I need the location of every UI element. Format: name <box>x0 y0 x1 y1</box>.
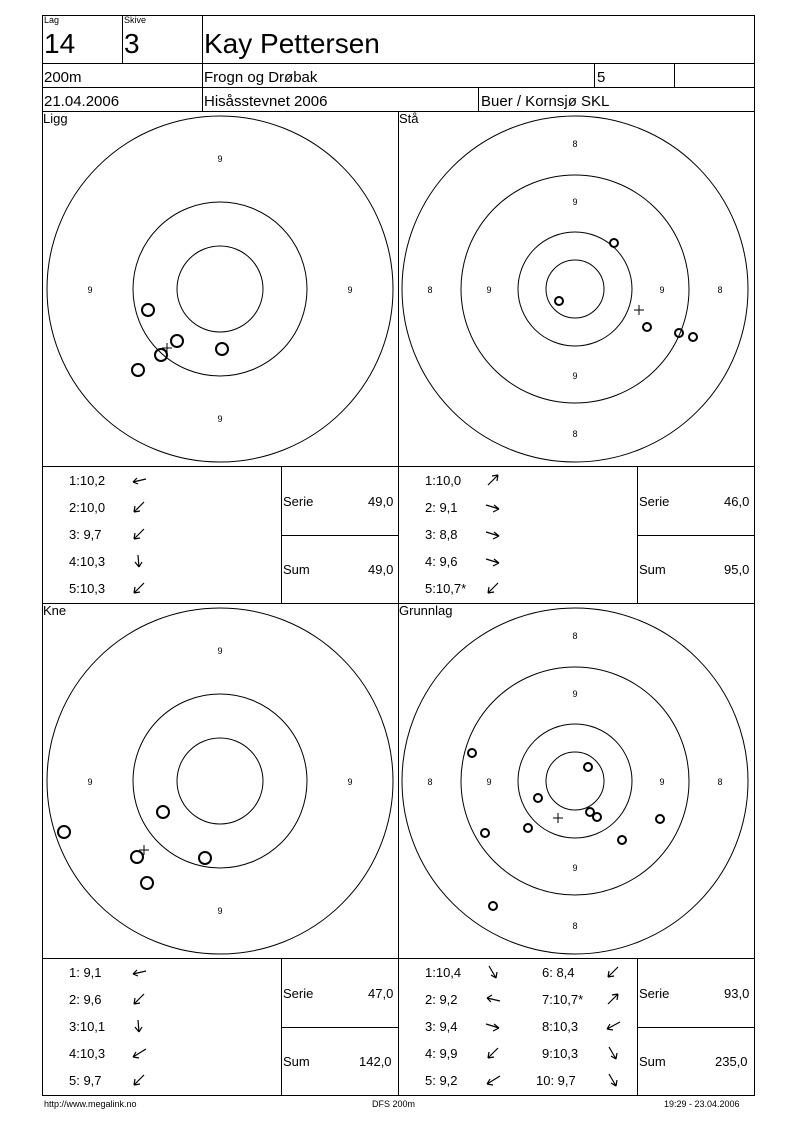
arrow-sw-icon <box>604 965 622 979</box>
shot-score: 4:10,3 <box>69 1046 106 1061</box>
date: 21.04.2006 <box>44 93 120 110</box>
distance: 200m <box>44 69 82 86</box>
event-name: Hisåsstevnet 2006 <box>204 93 328 110</box>
serie-label: Serie <box>283 494 314 509</box>
arrow-sw-icon <box>484 1046 502 1060</box>
ring-label: 9 <box>87 285 93 295</box>
panel-title-kne: Kne <box>43 603 67 618</box>
serie-value: 46,0 <box>724 494 750 509</box>
shot-hole <box>131 851 143 863</box>
serie-label: Serie <box>639 986 670 1001</box>
serie-label: Serie <box>283 986 314 1001</box>
shot-list-sta <box>398 467 637 603</box>
sum-value: 49,0 <box>368 562 394 577</box>
ring-label: 9 <box>217 414 223 424</box>
shot-score: 10: 9,7 <box>536 1073 576 1088</box>
shot-hole <box>584 763 592 771</box>
shot-hole <box>468 749 476 757</box>
shot-hole <box>171 335 183 347</box>
arrow-s-icon <box>130 1019 148 1033</box>
arrow-w-icon <box>604 1019 622 1033</box>
shooter-name: Kay Pettersen <box>204 28 380 59</box>
shot-score: 2: 9,2 <box>425 992 458 1007</box>
shot-score: 3:10,1 <box>69 1019 106 1034</box>
arrow-sw-icon <box>484 1073 502 1087</box>
skive-value: 3 <box>124 28 140 59</box>
arrow-sw-icon <box>130 527 148 541</box>
ring-label: 9 <box>217 646 223 656</box>
ring-label: 9 <box>486 285 492 295</box>
shot-score: 2: 9,6 <box>69 992 102 1007</box>
arrow-se-icon <box>604 1073 622 1087</box>
shot-score: 4: 9,6 <box>425 554 458 569</box>
shot-hole <box>155 349 167 361</box>
arrow-sw-icon <box>484 581 502 595</box>
ring-label: 9 <box>347 777 353 787</box>
shot-hole <box>593 813 601 821</box>
ring-label: 8 <box>427 285 433 295</box>
shot-score: 1:10,4 <box>425 965 462 980</box>
shot-score: 6: 8,4 <box>542 965 575 980</box>
shot-score: 5:10,7* <box>425 581 467 596</box>
shot-hole <box>656 815 664 823</box>
shot-hole <box>524 824 532 832</box>
arrow-e-icon <box>484 554 502 568</box>
arrow-sw-icon <box>130 581 148 595</box>
serie-value: 49,0 <box>368 494 394 509</box>
lag-label: Lag <box>44 15 60 25</box>
serie-value: 93,0 <box>724 986 750 1001</box>
shot-score: 5: 9,7 <box>69 1073 102 1088</box>
shot-hole <box>481 829 489 837</box>
shot-score: 3: 9,7 <box>69 527 102 542</box>
shot-hole <box>132 364 144 376</box>
shot-score: 4:10,3 <box>69 554 106 569</box>
shot-score: 1: 9,1 <box>69 965 102 980</box>
serie-label: Serie <box>639 494 670 509</box>
shot-list-kne <box>42 959 281 1095</box>
sum-label: Sum <box>283 1054 310 1069</box>
organizer: Buer / Kornsjø SKL <box>481 93 610 110</box>
shot-hole <box>689 333 697 341</box>
shot-hole <box>618 836 626 844</box>
sum-label: Sum <box>283 562 310 577</box>
ring-label: 8 <box>572 139 578 149</box>
footer-timestamp: 19:29 - 23.04.2006 <box>664 1099 740 1109</box>
panel-title-grunnlag: Grunnlag <box>399 603 453 618</box>
shot-hole <box>610 239 618 247</box>
ring-label: 8 <box>572 429 578 439</box>
shot-hole <box>555 297 563 305</box>
sum-value: 95,0 <box>724 562 750 577</box>
ring-label: 9 <box>659 777 665 787</box>
shot-score: 2: 9,1 <box>425 500 458 515</box>
sum-value: 142,0 <box>359 1054 392 1069</box>
arrow-sw-icon <box>130 1046 148 1060</box>
sum-label: Sum <box>639 562 666 577</box>
skive-label: Skive <box>124 15 147 25</box>
shot-score: 2:10,0 <box>69 500 106 515</box>
shot-hole <box>643 323 651 331</box>
shooter-class: 5 <box>597 69 606 86</box>
arrow-ne-icon <box>604 992 622 1006</box>
ring-label: 8 <box>572 631 578 641</box>
ring-label: 9 <box>347 285 353 295</box>
ring-label: 9 <box>572 371 578 381</box>
target-ligg <box>42 111 398 466</box>
ring-label: 8 <box>717 285 723 295</box>
arrow-w-icon <box>130 965 148 979</box>
arrow-se-icon <box>484 965 502 979</box>
arrow-s-icon <box>130 554 148 568</box>
arrow-e-icon <box>484 1019 502 1033</box>
shot-hole <box>216 343 228 355</box>
ring-label: 9 <box>572 689 578 699</box>
shot-score: 5:10,3 <box>69 581 106 596</box>
ring-label: 8 <box>427 777 433 787</box>
ring-label: 9 <box>572 863 578 873</box>
shot-list-grunnlag <box>398 959 637 1095</box>
arrow-ne-icon <box>484 473 502 487</box>
ring-label: 9 <box>87 777 93 787</box>
shot-hole <box>199 852 211 864</box>
target-grunnlag <box>398 603 754 958</box>
shot-score: 8:10,3 <box>542 1019 579 1034</box>
shot-hole <box>534 794 542 802</box>
shot-score: 7:10,7* <box>542 992 584 1007</box>
footer-center: DFS 200m <box>372 1099 416 1109</box>
shot-score: 9:10,3 <box>542 1046 579 1061</box>
shot-score: 1:10,2 <box>69 473 106 488</box>
ring-label: 9 <box>572 197 578 207</box>
target-kne <box>42 603 398 958</box>
shot-list-ligg <box>42 467 281 603</box>
arrow-sw-icon <box>130 500 148 514</box>
serie-value: 47,0 <box>368 986 394 1001</box>
lag-value: 14 <box>44 28 76 59</box>
sum-value: 235,0 <box>715 1054 748 1069</box>
arrow-sw-icon <box>130 1073 148 1087</box>
panel-title-sta: Stå <box>399 111 419 126</box>
shot-score: 4: 9,9 <box>425 1046 458 1061</box>
club: Frogn og Drøbak <box>204 69 318 86</box>
shot-hole <box>58 826 70 838</box>
shot-score: 3: 9,4 <box>425 1019 458 1034</box>
shot-hole <box>142 304 154 316</box>
sum-label: Sum <box>639 1054 666 1069</box>
shot-score: 5: 9,2 <box>425 1073 458 1088</box>
ring-label: 8 <box>572 921 578 931</box>
arrow-sw-icon <box>130 992 148 1006</box>
arrow-w-icon <box>484 992 502 1006</box>
shot-hole <box>489 902 497 910</box>
arrow-se-icon <box>604 1046 622 1060</box>
ring-label: 9 <box>486 777 492 787</box>
panel-title-ligg: Ligg <box>43 111 68 126</box>
arrow-w-icon <box>130 473 148 487</box>
ring-label: 9 <box>217 906 223 916</box>
footer-url[interactable]: http://www.megalink.no <box>44 1099 137 1109</box>
target-sta <box>398 111 754 466</box>
shot-hole <box>157 806 169 818</box>
shot-hole <box>141 877 153 889</box>
shot-score: 1:10,0 <box>425 473 462 488</box>
arrow-e-icon <box>484 527 502 541</box>
ring-label: 9 <box>217 154 223 164</box>
ring-label: 8 <box>717 777 723 787</box>
ring-label: 9 <box>659 285 665 295</box>
arrow-e-icon <box>484 500 502 514</box>
shot-score: 3: 8,8 <box>425 527 458 542</box>
